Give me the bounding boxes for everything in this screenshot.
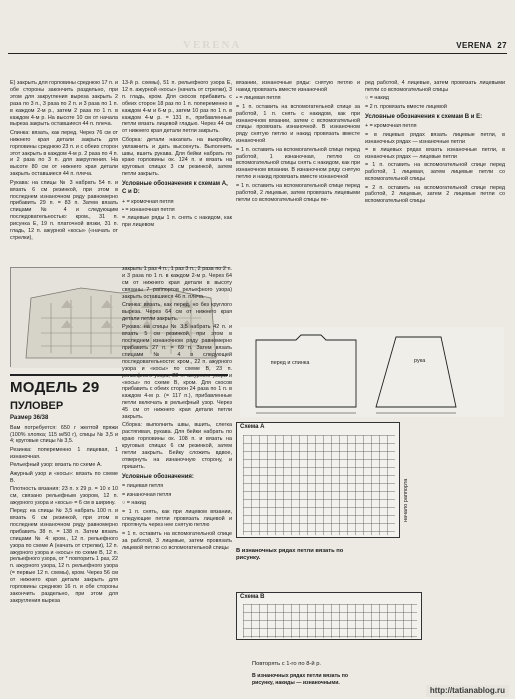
pattern-diagram	[236, 325, 506, 420]
legend-title: Условные обозначения к схемам В и Е:	[365, 113, 483, 120]
paragraph: Рукава: на спицы № 3 набрать 54 п. и вязать 6 см резинкой, при этом в последнем изнаночном ряду равномерно прибавить 29 п. = 83 п. Затем вязать спицами № 4 и следующим последовательностью: кром., 31 п. рисунка Е, 19 п. платочной вязки, 31 п. гладь, 12 п. ажурной «косы» («начать от стрелки),	[10, 179, 118, 241]
legend-item: + = кромочная петля	[122, 198, 174, 205]
schema-a-title: Схема А	[240, 424, 265, 430]
legend-item: • = лицевая петля	[236, 95, 281, 102]
legend-item: = 1 п. оставить на вспомогательной спице перед работой, 1 изнаночная, петлю со вспомогательной спицы снять с накидом, как при изнаночном вязании. В изнаночном ряду снятую петлю и накид провязать вместе изнаночной	[236, 146, 360, 181]
column-4-top	[365, 80, 505, 310]
legend-item: • = изнаночная петля	[122, 206, 175, 213]
schema-a	[236, 422, 400, 538]
legend-item: = 1 п. оставить на вспомогательной спице перед работой, 1 лицевая, затем лицевые петли со вспомогательной спицы	[365, 162, 505, 183]
column-2-top	[122, 80, 232, 262]
paragraph: Резинка: попеременно 1 лицевая, 1 изнаночная.	[10, 446, 118, 460]
legend-item: = в лицевых рядах вязать лицевые петли, в изнаночных рядах — изнаночные петли	[365, 131, 505, 145]
model-number: МОДЕЛЬ 29	[10, 379, 100, 396]
legend-item: = 2 п. провязать вместе лицевой	[365, 103, 447, 110]
schema-a-note: В изнаночных рядах петли вязать по рисунку.	[236, 548, 344, 562]
schema-b-title: Схема В	[240, 594, 265, 600]
legend-item: = 1 п. оставить на вспомогательной спице за работой, 3 лицевые, затем провязать лицевой петлю со вспомогательной спицы	[122, 530, 232, 551]
legend-item: = в лицевых рядах вязать изнаночные петли, в изнаночных рядах — лицевые петли	[365, 147, 505, 160]
legend-item: = 1 п. снять, как при лицевом вязании, следующие петли провязать лицевой и протянуть через нее снятую петлю	[122, 508, 232, 529]
paragraph: Рукава: на спицы № 3,5 набрать 42 п. и вязать 5 см резинкой, при этом в последнем изнаночном ряду равномерно прибавить 27 п. = 69 п. Затем вязать спицами № 4 в следующей последовательности: кром., 22 п. ажурного узора и «косы» по схеме В, 23 п. рельефного узора, 22 п. ажурного узора и «косы» по схеме В, кром. Для скосов прибавить с обеих сторон 24 раза по 1 п. в каждом 4-м р. (= 117 п.), прибавленные петли включать в рельефный узор. Через 45 см от нижнего края детали петли закрыть.	[122, 324, 232, 421]
model-name: ПУЛОВЕР	[10, 400, 64, 413]
paragraph: Спинка: вязать, как перед. Через 76 см от нижнего края детали закрыть для горловины среднюю 23 п. и с обеих сторон этот закрыть в каждом 4-м р. 2 раза по 4 п. и 2 раза по 3 п. для закругления. На высоте 80 см от нижнего края детали закрыть оставшиеся 44 п. плеча.	[10, 129, 118, 178]
legend-item: = лицевая петля	[122, 483, 164, 490]
legend-title: Условные обозначения:	[122, 473, 194, 480]
legend-item: = 1 п. оставить на вспомогательной спице перед работой, 2 лицевые, затем провязать лицевыми петли со вспомогательной спицы пе-	[236, 182, 360, 203]
paragraph: закрыть 1 раз 4 п., 1 раз 3 п., 2 раза по 2 п. и 3 раза по 1 п. в каждом 2-м р. Через 64 см от нижнего края детали в высоту связаны 7 раппортов рельефного узора) закрыть оставшиеся 46 п. плеча.	[122, 266, 232, 300]
legend-item: + = кромочная петля	[365, 123, 417, 130]
legend-item: ○ = накид	[365, 95, 389, 102]
schema-b-note: Повторять с 1-го по 8-й р.	[252, 661, 322, 667]
page-header	[8, 39, 507, 54]
sleeve-label: рука	[414, 358, 426, 364]
paragraph: Плотность вязания: 23 п. x 29 р. = 10 x 10 см, связано рельефным узором, 12 п. ажурного узора и «косы» = 6 см в ширину.	[10, 485, 118, 506]
schema-a-side-label: начало раппорта	[403, 478, 409, 522]
magazine-name	[456, 41, 507, 51]
magazine-title: VERENA	[456, 41, 493, 50]
legend-item: = 1 п. оставить на вспомогательной спице за работой, 1 п. снять с накидом, как при изнаночном вязании, затем с вспомогательной спицы провязать изнаночной. В изнаночном ряду снятую петлю и накид провязать вместе изнаночной	[236, 103, 360, 145]
legend-item: = изнаночная петля	[122, 491, 172, 498]
paragraph: Спинка: вязать, как перед, но без круглого выреза. Через 64 см от нижнего края детали петли закрыть.	[122, 302, 232, 322]
paragraph: ред работой, 4 лицевые, затем провязать лицевыми петли со вспомогательной спицы	[365, 80, 505, 93]
paragraph: Е) закрыть для горловины среднюю 17 п. и обе стороны закончить раздельно, при этом для закругления выреза закрыть 2 раза по 3 п., 3 раза по 2 п. и 3 раза по 1 п. в каждом 2-м р., затем 2 раза по 1 п. в каждом 4-м р. На высоте 10 см от начала выреза закрыть оставшиеся 44 п. плеча.	[10, 80, 118, 128]
paragraph: 13-й р. схемы), 51 п. рельефного узора Е, 12 п. ажурной «косы» (начать от стрелки), 3 п. гладь, кром. Для скосов прибавить с обеих сторон 18 раз по 1 п. попеременно в каждом 4-м и 6-м р., затем 10 раз по 1 п. в каждом 4-м р. = 131 п., прибавленные петли вязать лицевой гладью. Через 44 см от нижнего края детали петли закрыть.	[122, 80, 232, 135]
ghost-title: VERENA	[183, 39, 242, 51]
legend-item: ○ = накид	[122, 500, 146, 507]
column-2-bottom	[122, 266, 232, 694]
column-1-bottom	[10, 412, 118, 694]
schema-b	[236, 592, 422, 640]
paragraph: Вам потребуется: 650 г желтой пряжи (100% хлопка; 115 м/50 г), спицы № 3,5 и 4; круговые спицы № 3,5.	[10, 424, 118, 445]
schema-b-note-2: В изнаночных рядах петли вязать по рисунку, накиды — изнаночными.	[252, 673, 349, 686]
watermark: http://tatianablog.ru	[426, 685, 509, 697]
paragraph: Ажурный узор и «косы»: вязать по схеме В.	[10, 470, 118, 484]
paragraph: Рельефный узор: вязать по схеме А.	[10, 462, 102, 469]
schema-a-grid	[243, 435, 395, 535]
column-3-top	[236, 80, 360, 310]
column-1-top	[10, 80, 118, 262]
front-label: перед и спинка	[270, 360, 310, 366]
paragraph: Сборка: выполнить швы, вшить, слегка растягивая, рукава. Для бейки набрать по краю горловины ок. 108 п. и вязать на круговых спицах 6 см резинкой, затем петли закрыть. Бейку сложить вдвое, отвернуть на изнаночную сторону, и пришить.	[122, 422, 232, 470]
paragraph: Сборка: детали накапать на выкройку, увлажнить и дать высохнуть. Выполнить швы, вшить рукава. Для бейки набрать по краю горловины ок. 124 п. и вязать на круговых спицах 3 см резинкой, затем петли закрыть.	[122, 136, 232, 178]
legend-item: = лицевые ряды 1 п. снять с накидом, как при лицевом	[122, 215, 232, 229]
schema-b-grid	[243, 604, 417, 638]
legend-item: = 2 п. оставить на вспомогательной спице перед работой, 2 лицевые, затем 2 лицевые петли со вспомогательной спицы	[365, 184, 505, 205]
legend-title: Условные обозначения к схемам А, С и D:	[122, 181, 228, 195]
paragraph: Перед: на спицы № 3,5 набрать 100 п. и вязать 6 см резинкой, при этом в последнем изнаночном ряду равномерно прибавить 38 п. = 138 п. Затем вязать спицами № 4: кром., 12 п. рельефного узора по схеме А (начать от стрелки), 12 п. ажурного узора и «косы» по схеме В, 12 п. рельефного узора, от * повторить 1 раз, 22 п. ажурного узора, 12 п. рельефного узора (= первые 12 п. схемы), кром. Через 56 см от нижнего края детали закрыть для горловины среднюю 16 п. и обе стороны закончить раздельно, при этом для закругления выреза	[10, 508, 118, 604]
size-heading: Размер 36/38	[10, 415, 49, 421]
page-number: 27	[497, 41, 507, 50]
paragraph: вязании, изнаночные ряды: снятую петлю и накид провязать вместе изнаночной	[236, 80, 360, 93]
